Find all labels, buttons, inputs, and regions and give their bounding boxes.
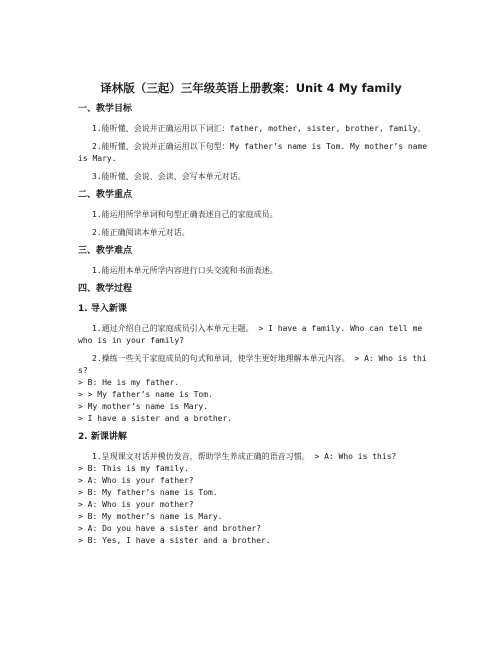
dialogue-line: > B: My mother’s name is Mary. [78, 512, 223, 521]
dialogue-line: > I have a sister and a brother. [78, 414, 233, 423]
dialogue-line: > A: Do you have a sister and brother? [78, 524, 262, 533]
subsection-heading-intro: 1. 导入新课 [78, 304, 127, 314]
section-heading-key-points: 二、教学重点 [78, 190, 133, 200]
intro-paragraph-2: 2.操练一些关于家庭成员的句式和单词，使学生更好地理解本单元内容。 > A: Who is this? [78, 354, 427, 375]
dialogue-line: > > My father’s name is Tom. [78, 390, 213, 399]
dialogue-line: > B: This is my family. [78, 464, 189, 473]
dialogue-line: > B: My father’s name is Tom. [78, 488, 218, 497]
difficulty-1: 1.能运用本单元所学内容进行口头交流和书面表述。 [92, 266, 278, 275]
document-body [78, 103, 428, 547]
subsection-heading-new-lesson: 2. 新课讲解 [78, 432, 127, 442]
new-lesson-paragraph-1: 1.呈现课文对话并模仿发音，帮助学生养成正确的语音习惯。 > A: Who is this? [92, 452, 397, 461]
section-heading-objectives: 一、教学目标 [78, 104, 133, 114]
dialogue-line: > B: Yes, I have a sister and a brother. [78, 536, 271, 545]
section-heading-process: 四、教学过程 [78, 284, 133, 294]
objective-2: 2.能听懂、会说并正确运用以下句型：My father’s name is Tom. My mother’s name is Mary. [78, 142, 428, 163]
intro-paragraph-1: 1.通过介绍自己的家庭成员引入本单元主题。 > I have a family. Who can tell me who is in your family? [78, 324, 423, 345]
key-point-2: 2.能正确阅读本单元对话。 [92, 228, 190, 237]
dialogue-line: > My mother’s name is Mary. [78, 402, 209, 411]
key-point-1: 1.能运用所学单词和句型正确表述自己的家庭成员。 [92, 210, 278, 219]
objective-3: 3.能听懂、会说、会读、会写本单元对话。 [92, 172, 246, 181]
section-heading-difficulties: 三、教学难点 [78, 246, 133, 256]
dialogue-line: > B: He is my father. [78, 378, 180, 387]
page-title: 译林版（三起）三年级英语上册教案：Unit 4 My family [100, 81, 402, 95]
dialogue-line: > A: Who is your father? [78, 476, 194, 485]
objective-1: 1.能听懂、会说并正确运用以下词汇：father, mother, sister, brother, family。 [92, 124, 426, 133]
dialogue-line: > A: Who is your mother? [78, 500, 194, 509]
